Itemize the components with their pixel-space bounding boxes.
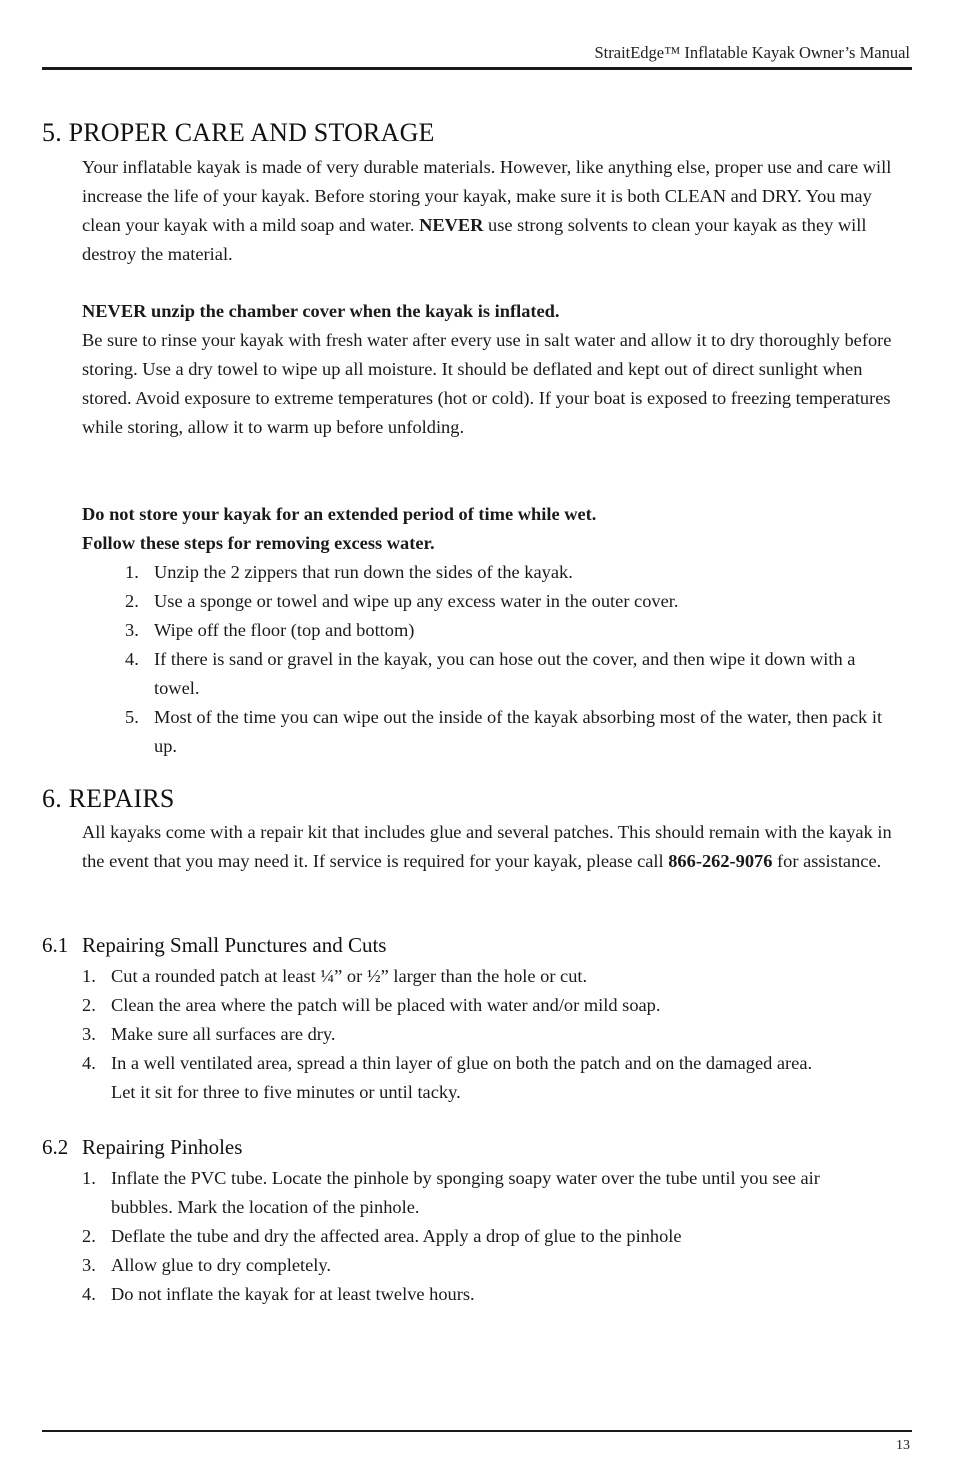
header-rule — [42, 67, 912, 70]
list-item: 3. Make sure all surfaces are dry. — [82, 1024, 336, 1044]
list-item: 1. Cut a rounded patch at least ¼” or ½” larger than the hole or cut. — [82, 966, 588, 986]
section-6-heading: 6. REPAIRS — [42, 784, 175, 813]
list-item: 3. Wipe off the floor (top and bottom) — [125, 620, 415, 640]
page-number: 13 — [896, 1438, 910, 1453]
list-item: 3. Allow glue to dry completely. — [82, 1255, 331, 1275]
list-item: 2. Use a sponge or towel and wipe up any excess water in the outer cover. — [125, 591, 679, 611]
rinse-paragraph: Be sure to rinse your kayak with fresh water after every use in salt water and allow it to dry thoroughly before storing. Use a dry towel to wipe up all moisture. It should be deflated and kept out of direct sunlight when stored. Avoid exposure to extreme temperatures (hot or cold). If your boat is exposed to freezing temperatures while storing, allow it to warm up before unfolding. — [82, 330, 892, 437]
list-item: 1. Unzip the 2 zippers that run down the sides of the kayak. — [125, 562, 573, 582]
footer-rule — [42, 1430, 912, 1432]
repairs-paragraph: All kayaks come with a repair kit that includes glue and several patches. This should remain with the kayak in the event that you may need it. If service is required for your kayak, please call 866-262-9076 for assistance. — [82, 822, 892, 871]
list-item: 4. Do not inflate the kayak for at least twelve hours. — [82, 1284, 475, 1304]
list-item: 2. Clean the area where the patch will be placed with water and/or mild soap. — [82, 995, 661, 1015]
water-removal-steps — [125, 558, 895, 761]
care-intro-paragraph: Your inflatable kayak is made of very durable materials. However, like anything else, proper use and care will increase the life of your kayak. Before storing your kayak, make sure it is both CLEAN and DRY. You may clean your kayak with a mild soap and water. NEVER use strong solvents to clean your kayak as they will destroy the material. — [82, 157, 892, 264]
subsection-6-2-heading: 6.2 Repairing Pinholes — [42, 1135, 243, 1159]
pinhole-repair-steps — [82, 1164, 852, 1309]
wet-storage-warning: Do not store your kayak for an extended period of time while wet. — [82, 504, 597, 524]
puncture-repair-steps — [82, 962, 832, 1107]
section-5-heading: 5. PROPER CARE AND STORAGE — [42, 118, 435, 147]
list-item: 5. Most of the time you can wipe out the inside of the kayak absorbing most of the water, then pack it up. — [125, 707, 883, 756]
subsection-6-1-heading: 6.1 Repairing Small Punctures and Cuts — [42, 933, 387, 957]
running-header: StraitEdge™ Inflatable Kayak Owner’s Manual — [594, 43, 910, 62]
list-item: 1. Inflate the PVC tube. Locate the pinhole by sponging soapy water over the tube until you see air bubbles. Mark the location of the pinhole. — [82, 1168, 820, 1217]
water-removal-intro: Follow these steps for removing excess water. — [82, 533, 435, 553]
list-item: 2. Deflate the tube and dry the affected area. Apply a drop of glue to the pinhole — [82, 1226, 682, 1246]
chamber-warning: NEVER unzip the chamber cover when the kayak is inflated. — [82, 301, 560, 321]
list-item: 4. In a well ventilated area, spread a thin layer of glue on both the patch and on the damaged area. Let it sit for three to five minutes or until tacky. — [82, 1053, 813, 1102]
list-item: 4. If there is sand or gravel in the kayak, you can hose out the cover, and then wipe it down with a towel. — [125, 649, 856, 698]
